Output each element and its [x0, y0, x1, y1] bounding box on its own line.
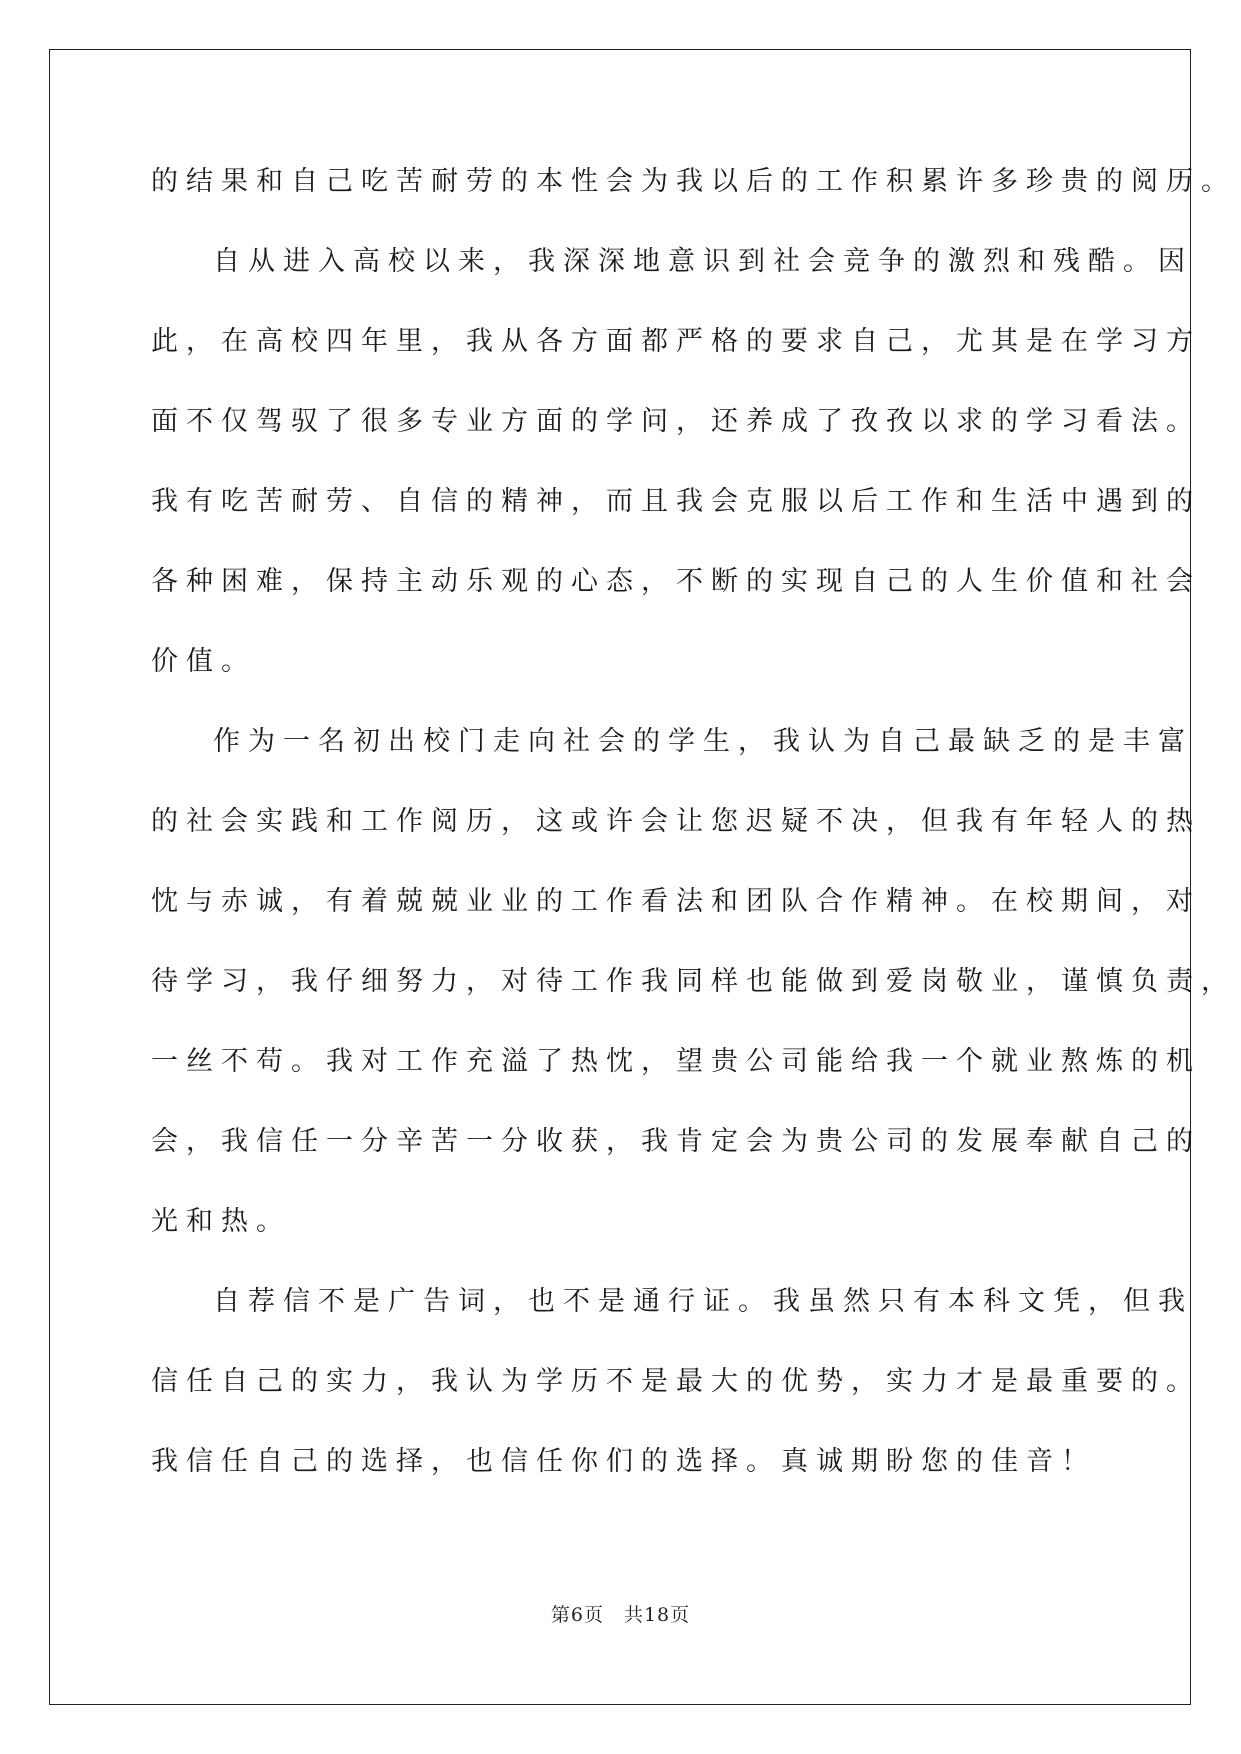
text-line: 会，我信任一分辛苦一分收获，我肯定会为贵公司的发展奉献自己的	[151, 1126, 1201, 1157]
text-line: 我有吃苦耐劳、自信的精神，而且我会克服以后工作和生活中遇到的	[151, 486, 1201, 517]
text-line: 的社会实践和工作阅历，这或许会让您迟疑不决，但我有年轻人的热	[151, 806, 1201, 837]
text-line: 价值。	[151, 646, 256, 677]
document-body	[151, 160, 1236, 1520]
text-line: 信任自己的实力，我认为学历不是最大的优势，实力才是最重要的。	[151, 1366, 1201, 1397]
text-line: 待学习，我仔细努力，对待工作我同样也能做到爱岗敬业，谨慎负责，	[151, 966, 1236, 997]
text-line: 各种困难，保持主动乐观的心态，不断的实现自己的人生价值和社会	[151, 566, 1201, 597]
text-line: 的结果和自己吃苦耐劳的本性会为我以后的工作积累许多珍贵的阅历。	[151, 166, 1236, 197]
text-line: 忱与赤诚，有着兢兢业业的工作看法和团队合作精神。在校期间，对	[151, 886, 1201, 917]
paragraph-start-line: 自荐信不是广告词，也不是通行证。我虽然只有本科文凭，但我	[213, 1286, 1193, 1317]
text-line: 光和热。	[151, 1206, 291, 1237]
page-number: 第6页 共18页	[550, 1604, 691, 1626]
text-line: 此，在高校四年里，我从各方面都严格的要求自己，尤其是在学习方	[151, 326, 1201, 357]
paragraph-start-line: 自从进入高校以来，我深深地意识到社会竞争的激烈和残酷。因	[213, 246, 1193, 277]
paragraph-start-line: 作为一名初出校门走向社会的学生，我认为自己最缺乏的是丰富	[213, 726, 1193, 757]
text-line: 一丝不苟。我对工作充溢了热忱，望贵公司能给我一个就业熬炼的机	[151, 1046, 1201, 1077]
text-line: 我信任自己的选择，也信任你们的选择。真诚期盼您的佳音！	[151, 1446, 1096, 1477]
text-line: 面不仅驾驭了很多专业方面的学问，还养成了孜孜以求的学习看法。	[151, 406, 1201, 437]
